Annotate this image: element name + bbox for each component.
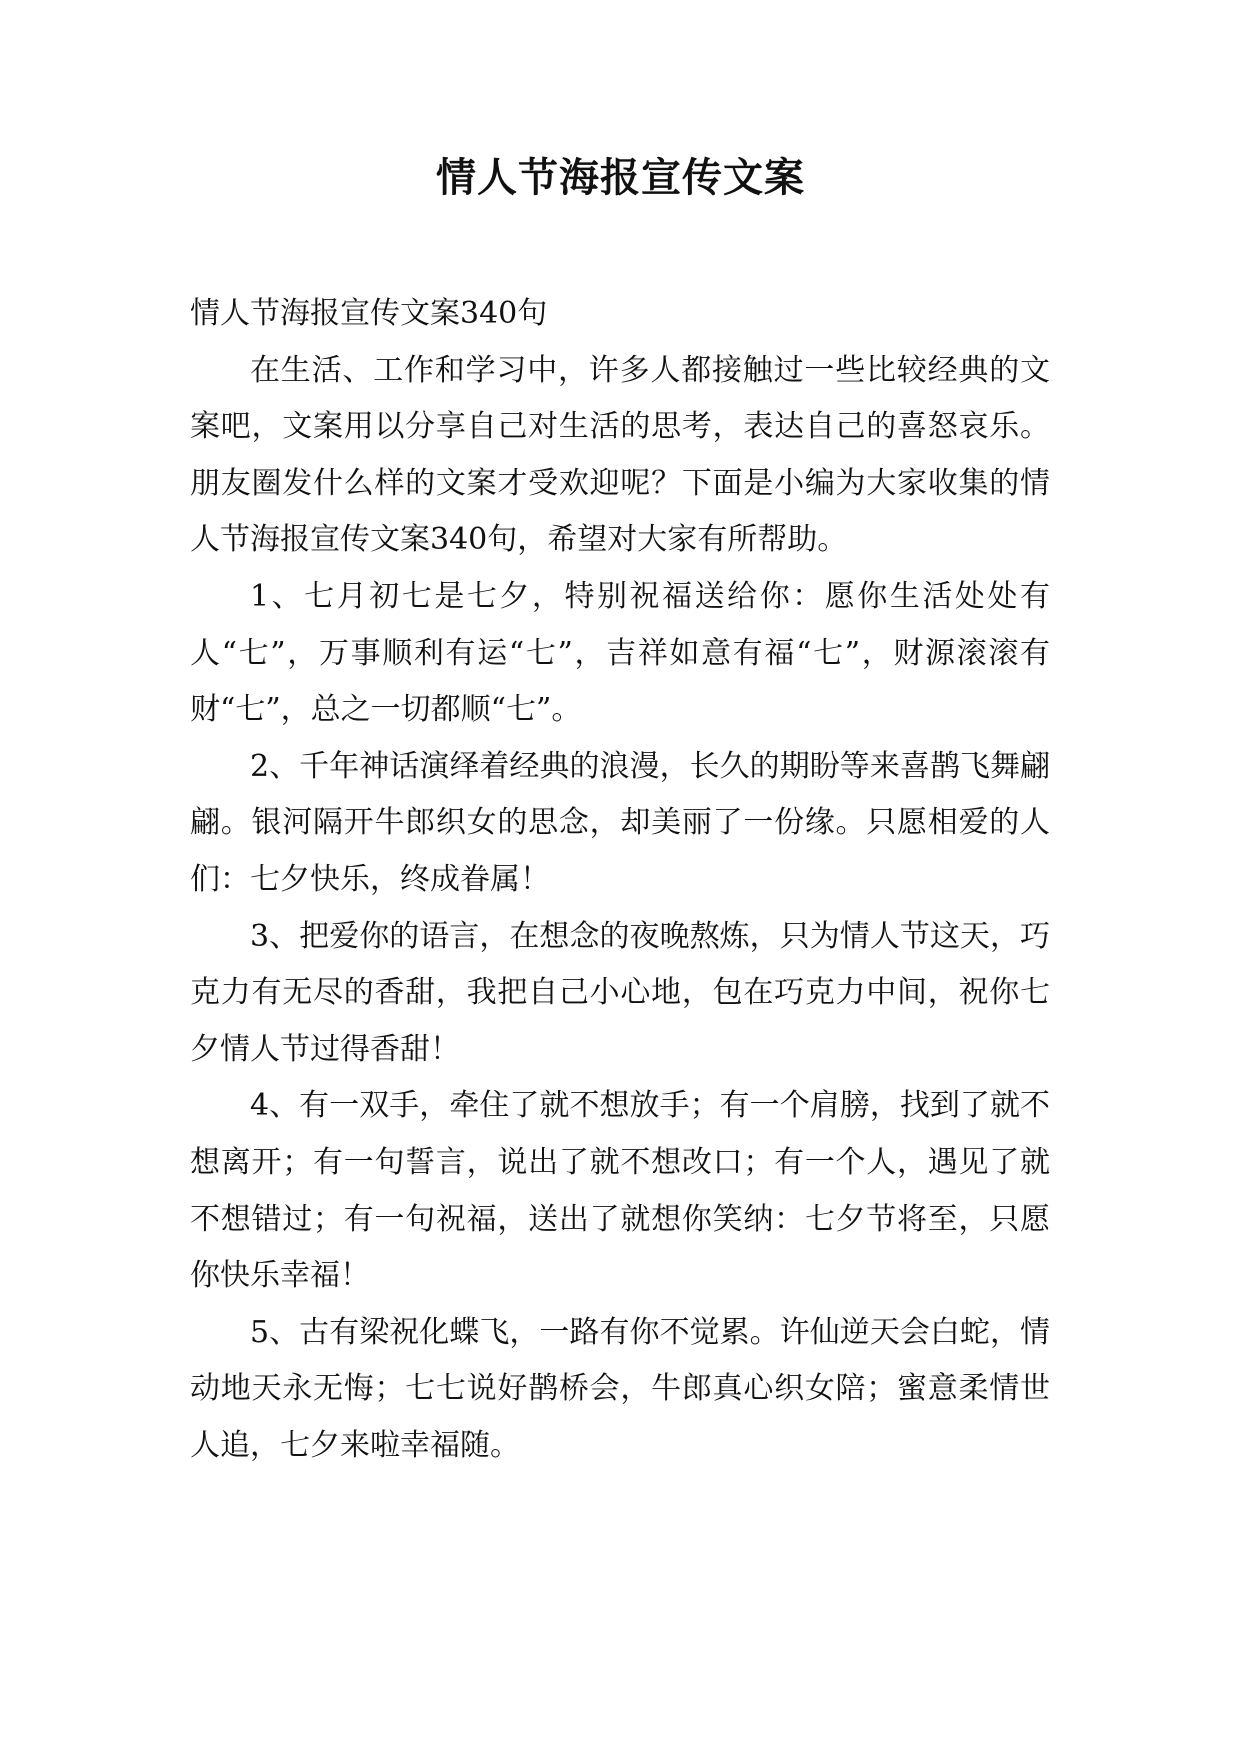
item-paragraph-1: 1、七月初七是七夕，特别祝福送给你：愿你生活处处有人“七”，万事顺利有运“七”，吉祥如意有福“七”，财源滚滚有财“七”，总之一切都顺“七”。 xyxy=(190,578,1050,728)
item-paragraph-5: 5、古有梁祝化蝶飞，一路有你不觉累。许仙逆天会白蛇，情动地天永无悔；七七说好鹊桥会，牛郎真心织女陪；蜜意柔情世人追，七夕来啦幸福随。 xyxy=(190,1314,1050,1463)
document-title: 情人节海报宣传文案 xyxy=(436,154,805,201)
document-body xyxy=(190,286,1050,1474)
intro-paragraph: 在生活、工作和学习中，许多人都接触过一些比较经典的文案吧，文案用以分享自己对生活的思考，表达自己的喜怒哀乐。朋友圈发什么样的文案才受欢迎呢？下面是小编为大家收集的情人节海报宣传文案340句，希望对大家有所帮助。 xyxy=(190,352,1050,558)
item-paragraph-2: 2、千年神话演绎着经典的浪漫，长久的期盼等来喜鹊飞舞翩翩。银河隔开牛郎织女的思念，却美丽了一份缘。只愿相爱的人们：七夕快乐，终成眷属！ xyxy=(190,748,1050,897)
document-subtitle: 情人节海报宣传文案340句 xyxy=(190,296,548,331)
item-paragraph-4: 4、有一双手，牵住了就不想放手；有一个肩膀，找到了就不想离开；有一句誓言，说出了就不想改口；有一个人，遇见了就不想错过；有一句祝福，送出了就想你笑纳：七夕节将至，只愿你快乐幸福！ xyxy=(190,1088,1050,1294)
item-paragraph-3: 3、把爱你的语言，在想念的夜晚熬炼，只为情人节这天，巧克力有无尽的香甜，我把自己小心地，包在巧克力中间，祝你七夕情人节过得香甜！ xyxy=(190,918,1050,1067)
